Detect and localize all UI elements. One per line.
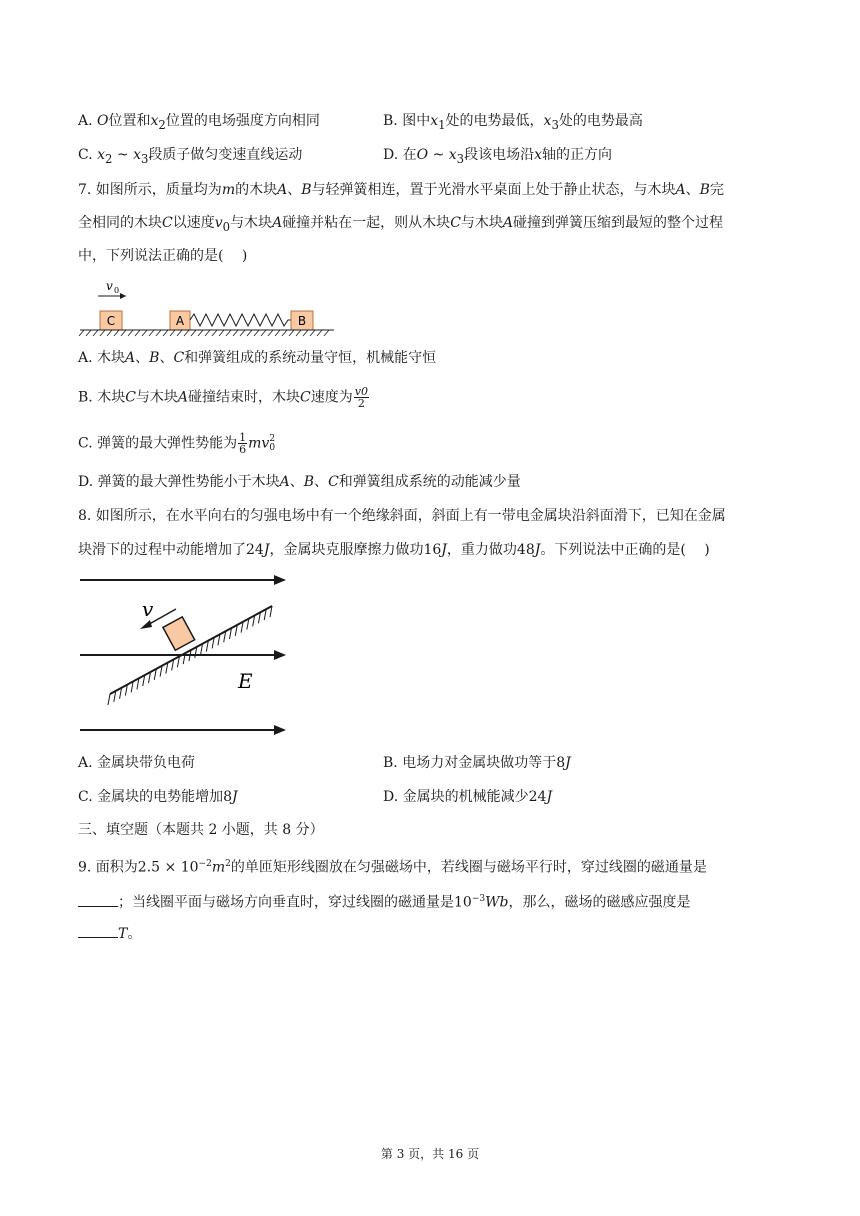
q9-answer-blank-2[interactable] bbox=[78, 925, 118, 938]
fig8-velocity-arrowhead bbox=[140, 620, 152, 629]
page-footer: 第 3 页，共 16 页 bbox=[380, 1147, 480, 1161]
q7-stem-line2: 全相同的木块C以速度$v_0$与木块A碰撞并粘在一起，则从木块C与木块A碰撞到弹簧压缩到最短的整个过程 bbox=[78, 215, 724, 234]
q7-stem-line1: 7. 如图所示，质量均为m的木块A、B与轻弹簧相连，置于光滑水平桌面上处于静止状态，与木块A、B完 bbox=[78, 182, 724, 198]
fig8-field-label: E bbox=[238, 669, 253, 693]
q7-option-b-fraction: $\frac{v0}{2}$ bbox=[354, 385, 368, 410]
q7-option-c-fraction: $\frac{1}{6}$ bbox=[239, 431, 247, 456]
q7-option-d: D. 弹簧的最大弹性势能小于木块A、B、C和弹簧组成系统的动能减少量 bbox=[78, 474, 521, 490]
fig7-block-c-label: C bbox=[106, 314, 116, 328]
q7-spring-blocks-figure bbox=[76, 276, 336, 338]
fig7-velocity-sub: 0 bbox=[114, 286, 120, 295]
fig7-block-a-label: A bbox=[175, 314, 185, 328]
section-3-heading: 三、填空题（本题共 2 小题，共 8 分） bbox=[78, 822, 324, 838]
fig7-table-hatching bbox=[79, 330, 329, 336]
fig7-block-b-label: B bbox=[297, 314, 307, 328]
q7-option-b: B. 木块C与木块A碰撞结束时，木块C速度为 $\frac{v0}{2}$ bbox=[78, 385, 368, 410]
q9-stem-line3: T。 bbox=[78, 924, 141, 944]
q7-option-c: C. 弹簧的最大弹性势能为 $\frac{1}{6}$ mv 2 0 bbox=[78, 431, 276, 456]
fig8-field-arrowhead-top bbox=[274, 575, 286, 585]
q8-option-d: D. 金属块的机械能减少24J bbox=[383, 789, 553, 805]
q6-option-a: A. O位置和$x_2$位置的电场强度方向相同 bbox=[78, 113, 320, 132]
q6-option-b: B. 图中$x_1$处的电势最低，$x_3$处的电势最高 bbox=[383, 113, 643, 132]
q8-incline-field-figure bbox=[80, 568, 300, 743]
fig7-spring bbox=[190, 314, 291, 326]
q9-stem-line1: 9. 面积为$2.5 \times 10^{-2}m^2$的单匝矩形线圈放在匀强磁场中，若线圈与磁场平行时，穿过线圈的磁通量是 bbox=[78, 859, 707, 876]
fig7-velocity-label: v bbox=[106, 279, 113, 293]
fig7-velocity-arrowhead bbox=[120, 293, 126, 299]
q8-option-b: B. 电场力对金属块做功等于8J bbox=[383, 755, 571, 771]
q8-option-a: A. 金属块带负电荷 bbox=[78, 755, 196, 771]
q6-option-c: C. $x_2$ ~ $x_3$段质子做匀变速直线运动 bbox=[78, 147, 303, 166]
q7-option-a: A. 木块A、B、C和弹簧组成的系统动量守恒，机械能守恒 bbox=[78, 350, 437, 366]
fig8-metal-block bbox=[163, 617, 195, 650]
q8-option-c: C. 金属块的电势能增加8J bbox=[78, 789, 238, 805]
fig8-velocity-label: v bbox=[142, 597, 154, 621]
fig8-field-arrowhead-middle bbox=[274, 650, 286, 660]
q8-stem-line2: 块滑下的过程中动能增加了24J，金属块克服摩擦力做功16J，重力做功48J。下列说法中正确的是( ) bbox=[78, 542, 710, 558]
q8-stem-line1: 8. 如图所示，在水平向右的匀强电场中有一个绝缘斜面，斜面上有一带电金属块沿斜面滑下，已知在金属 bbox=[78, 508, 726, 524]
q6-option-d: D. 在O ~ $x_3$段该电场沿x轴的正方向 bbox=[383, 147, 612, 166]
fig8-field-arrowhead-bottom bbox=[274, 725, 286, 735]
q9-answer-blank-1[interactable] bbox=[78, 894, 118, 907]
q7-stem-line3: 中，下列说法正确的是( ) bbox=[78, 248, 248, 264]
q9-stem-line2: ；当线圈平面与磁场方向垂直时，穿过线圈的磁通量是$10^{-3}Wb$，那么，磁场的磁感应强度是 bbox=[78, 889, 690, 913]
